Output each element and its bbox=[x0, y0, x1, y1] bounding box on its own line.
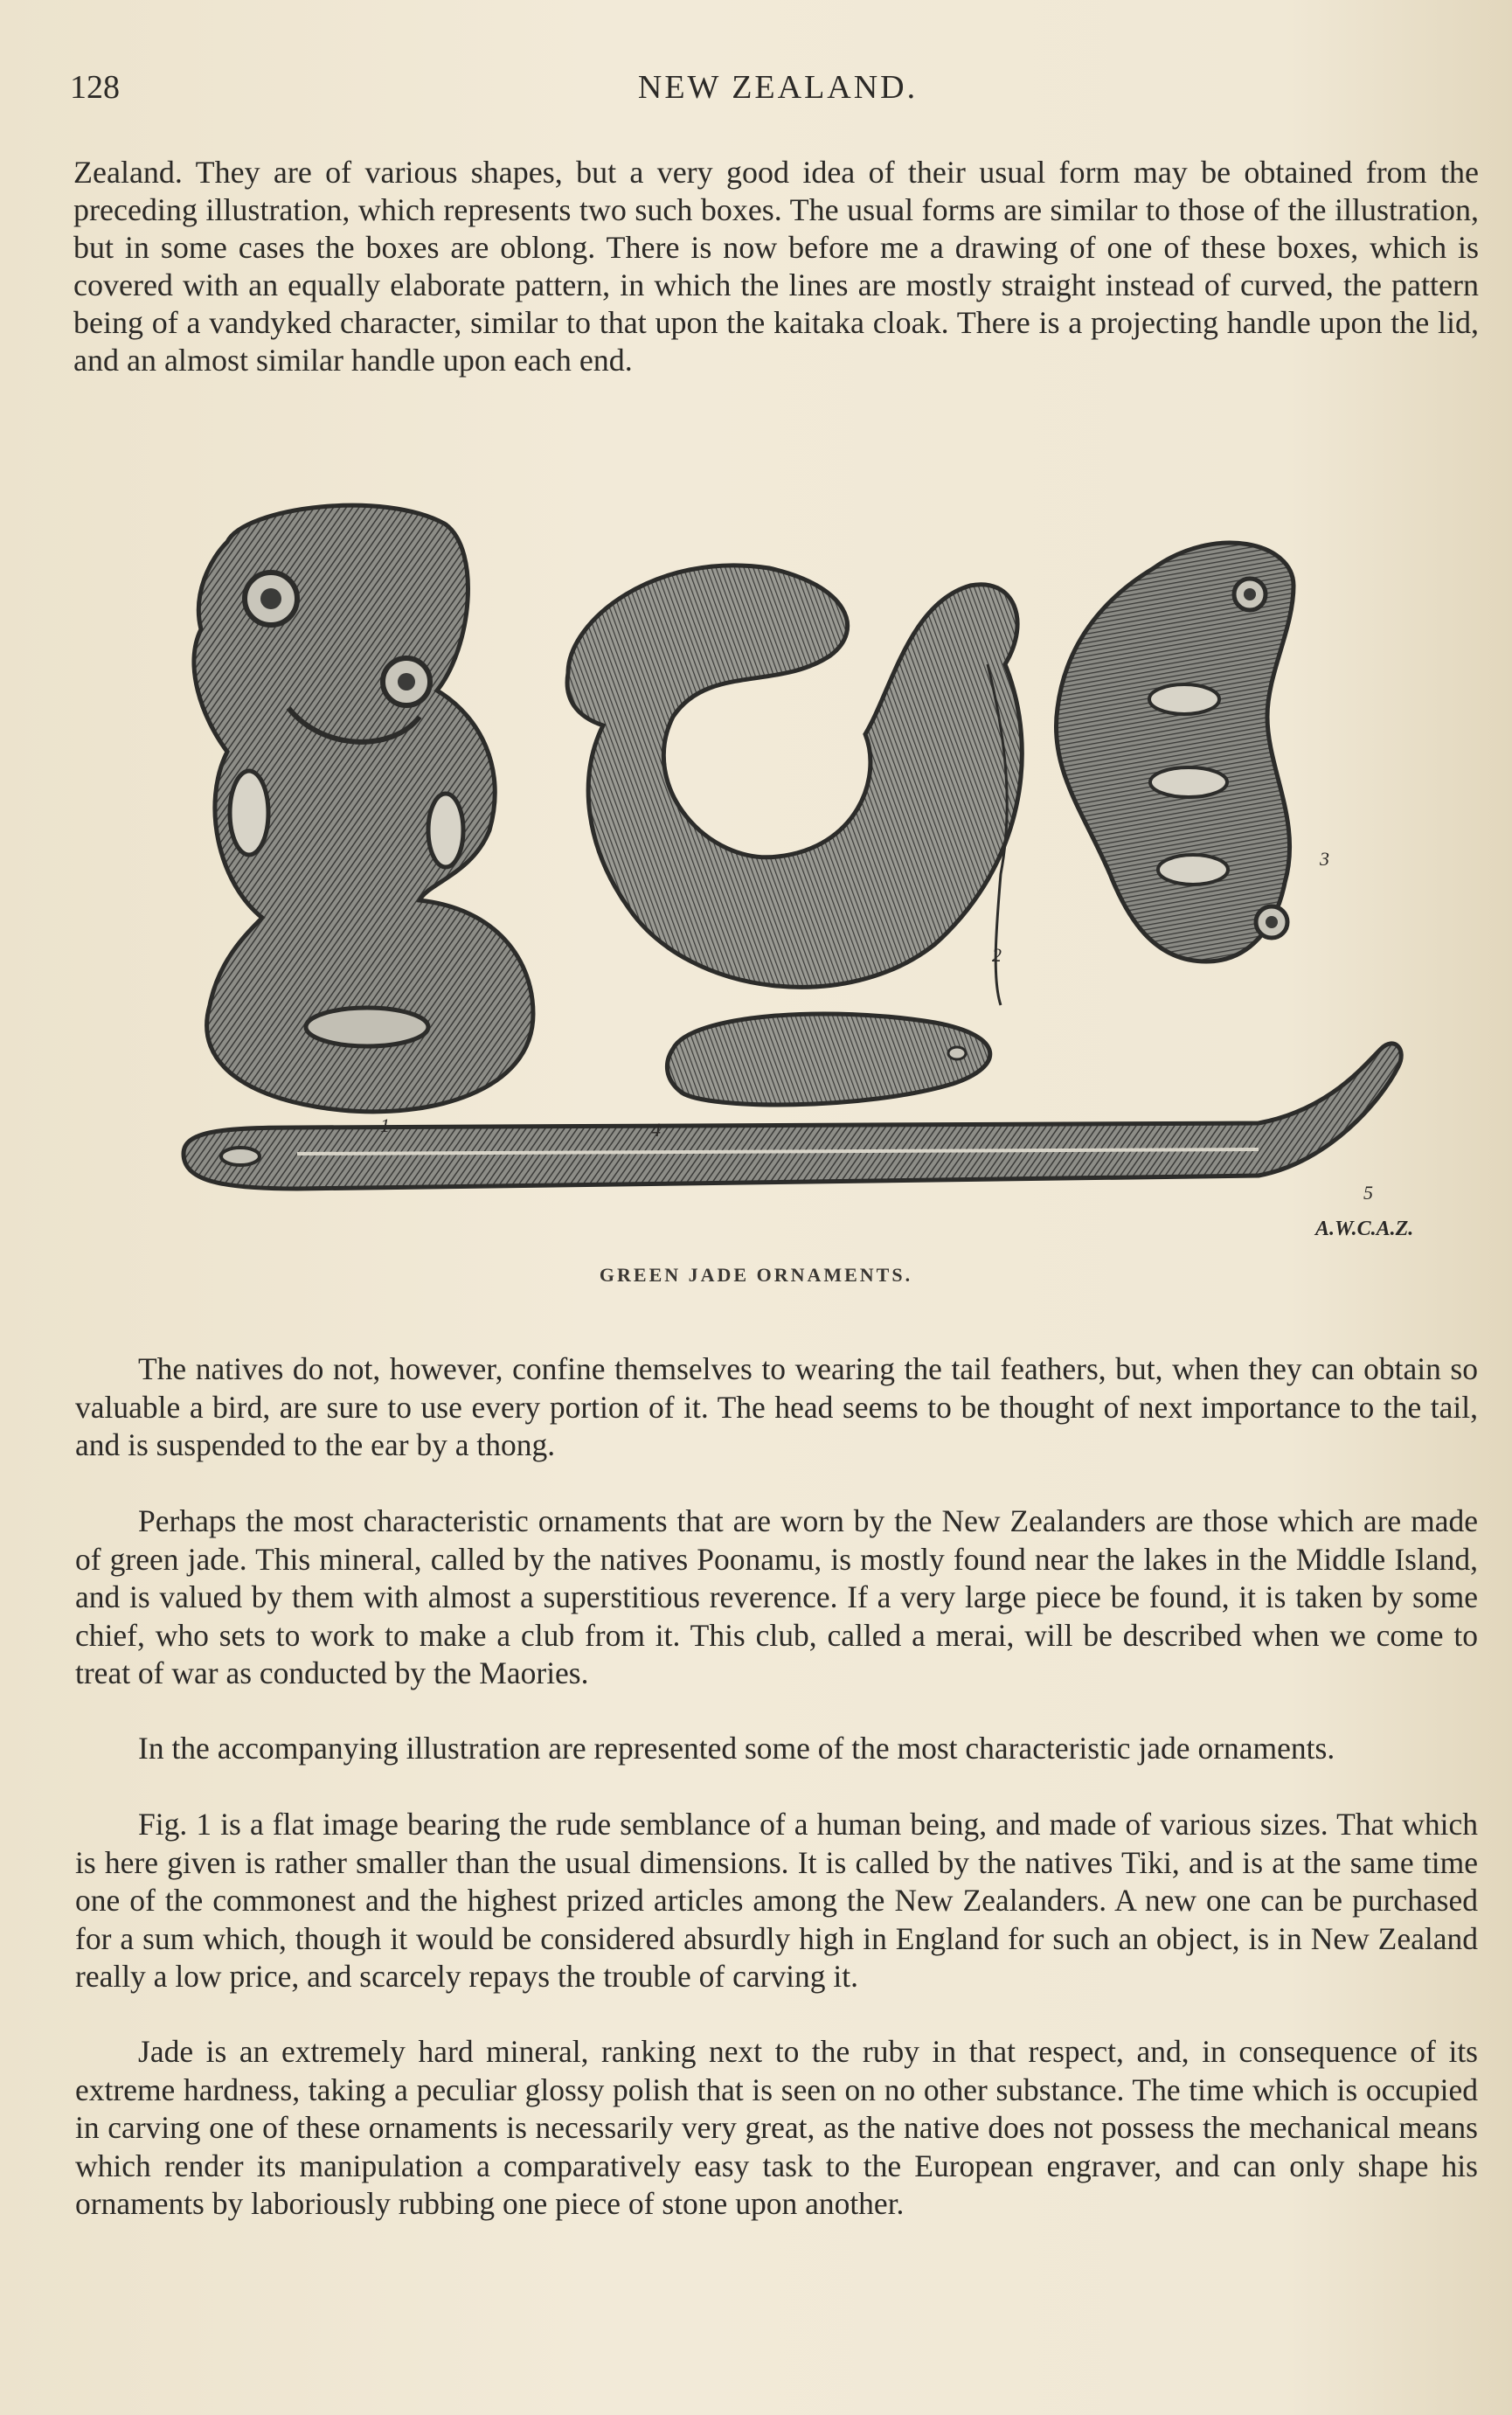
tiki-figure bbox=[194, 505, 533, 1112]
figure-label-2: 2 bbox=[992, 944, 1002, 966]
paragraph-tail-feathers: The natives do not, however, confine themselves to wearing the tail feathers, but, when they can obtain so valuable a bird, are sure to use every portion of it. The head seems to be thought of next importance to the tail, and is suspended to the ear by a thong. bbox=[75, 1351, 1478, 1462]
paragraph-illustration-note: In the accompanying illustration are represented some of the most characteristic jade ornaments. bbox=[138, 1731, 1335, 1766]
jade-ornaments-illustration bbox=[166, 489, 1416, 1250]
figure-label-4: 4 bbox=[651, 1119, 661, 1141]
page-number: 128 bbox=[70, 69, 120, 106]
paragraph-jade-hardness: Jade is an extremely hard mineral, ranking next to the ruby in that respect, and, in consequence of its extreme hardness, taking a peculiar glossy polish that is seen on no other substance. The time which is occupied in carving one of these ornaments is necessarily very great, as the native does not possess the mechanical means which render its manipulation a comparatively easy task to the European engraver, and can only shape his ornaments by laboriously rubbing one piece of stone upon another. bbox=[75, 2034, 1478, 2221]
oval-drop-pendant bbox=[667, 1014, 989, 1105]
perforated-plaque bbox=[1056, 543, 1294, 961]
paragraph-tiki: Fig. 1 is a flat image bearing the rude semblance of a human being, and made of various sizes. That which is here given is rather smaller than the usual dimensions. It is called by the natives Tiki, and is at the same time one of the commonest and the highest prized articles among the New Zealanders. A new one can be purchased for a sum which, though it would be considered absurdly high in England for such an object, is in New Zealand really a low price, and scarcely repays the trouble of carving it. bbox=[75, 1807, 1478, 1994]
engraver-signature: A.W.C.A.Z. bbox=[1315, 1218, 1414, 1240]
figure-caption: GREEN JADE ORNAMENTS. bbox=[599, 1264, 913, 1286]
running-title: NEW ZEALAND. bbox=[637, 69, 919, 106]
paragraph-green-jade: Perhaps the most characteristic ornaments that are worn by the New Zealanders are those which are made of green jade. This mineral, called by the natives Poonamu, is mostly found near the lakes in the Middle Island, and is valued by them with almost a superstitious reverence. If a very large piece be found, it is taken by some chief, who sets to work to make a club from it. This club, called a merai, will be described when we come to treat of war as conducted by the Maories. bbox=[75, 1503, 1478, 1690]
figure-label-1: 1 bbox=[380, 1114, 390, 1136]
figure-label-5: 5 bbox=[1363, 1182, 1373, 1204]
figure-label-3: 3 bbox=[1320, 848, 1329, 870]
paragraph-continued: Zealand. They are of various shapes, but a very good idea of their usual form may be obtained from the preceding illustration, which represents two such boxes. The usual forms are similar to those of the illustration, but in some cases the boxes are oblong. There is now before me a drawing of one of these boxes, which is covered with an equally elaborate pattern, in which the lines are mostly straight instead of curved, the pattern being of a vandyked character, similar to that upon the kaitaka cloak. There is a projecting handle upon the lid, and an almost similar handle upon each end. bbox=[73, 155, 1479, 378]
hook-pendant bbox=[567, 566, 1022, 1005]
running-head bbox=[70, 68, 1486, 112]
